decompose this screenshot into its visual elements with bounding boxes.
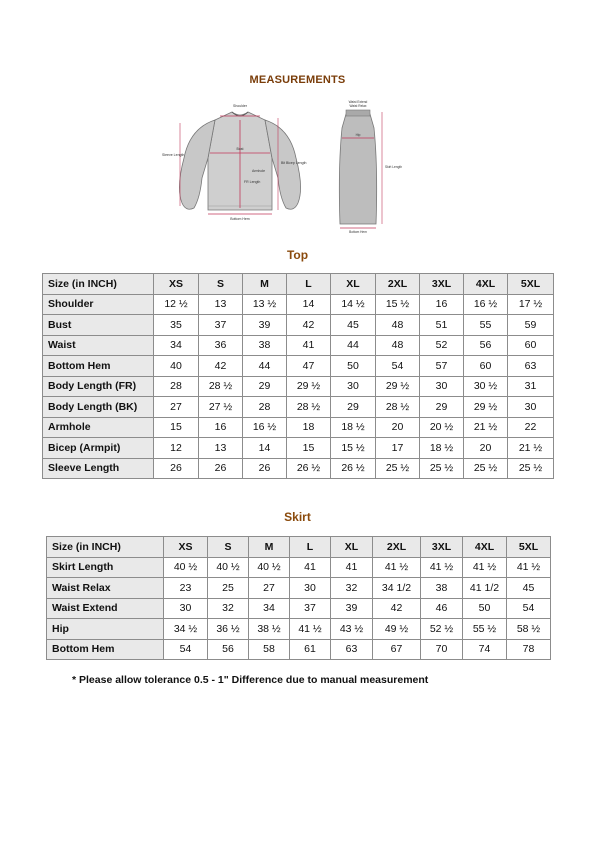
measurement-cell: 21 ½ (508, 438, 554, 459)
top-section-title: Top (286, 248, 309, 262)
measurement-cell: 16 ½ (464, 294, 508, 315)
row-label: Skirt Length (47, 557, 164, 578)
skirt-illustration (339, 100, 402, 234)
table-row (43, 417, 554, 438)
row-label: Shoulder (43, 294, 154, 315)
measurement-cell: 13 (199, 294, 243, 315)
size-header-cell: 3XL (420, 274, 464, 295)
row-label: Waist Extend (47, 598, 164, 619)
measurement-cell: 14 ½ (331, 294, 376, 315)
measurement-cell: 21 ½ (464, 417, 508, 438)
size-header-cell: XL (331, 537, 373, 558)
size-header-cell: 5XL (507, 537, 551, 558)
measurement-cell: 20 (376, 417, 420, 438)
measurement-cell: 48 (376, 335, 420, 356)
row-label: Bottom Hem (43, 356, 154, 377)
measurement-cell: 59 (508, 315, 554, 336)
table-row (43, 376, 554, 397)
measurement-cell: 36 (199, 335, 243, 356)
svg-text:Sleeve Length: Sleeve Length (162, 153, 185, 157)
measurement-cell: 49 ½ (373, 619, 421, 640)
measurement-cell: 26 (154, 458, 199, 479)
svg-text:Waist Relax: Waist Relax (349, 104, 367, 108)
size-header-cell: XS (154, 274, 199, 295)
measurement-cell: 60 (464, 356, 508, 377)
size-header-cell: XS (164, 537, 208, 558)
measurement-cell: 28 (243, 397, 287, 418)
svg-text:Shoulder: Shoulder (232, 104, 248, 108)
measurement-cell: 27 (154, 397, 199, 418)
size-header-cell: 4XL (463, 537, 507, 558)
measurement-cell: 34 (249, 598, 290, 619)
measurement-cell: 52 (420, 335, 464, 356)
table-row (43, 438, 554, 459)
measurement-cell: 37 (290, 598, 331, 619)
measurement-cell: 20 ½ (420, 417, 464, 438)
measurement-cell: 45 (331, 315, 376, 336)
svg-text:Skirt Length: Skirt Length (385, 165, 403, 169)
top-size-table (42, 273, 554, 479)
measurement-cell: 29 ½ (464, 397, 508, 418)
row-label: Waist Relax (47, 578, 164, 599)
measurement-cell: 42 (287, 315, 331, 336)
measurement-cell: 78 (507, 639, 551, 660)
measurement-cell: 26 (243, 458, 287, 479)
measurement-cell: 29 (420, 397, 464, 418)
measurement-cell: 55 (464, 315, 508, 336)
measurement-cell: 40 ½ (164, 557, 208, 578)
measurement-cell: 36 ½ (208, 619, 249, 640)
measurement-cell: 40 ½ (249, 557, 290, 578)
measurement-cell: 44 (331, 335, 376, 356)
measurement-cell: 44 (243, 356, 287, 377)
measurement-cell: 54 (164, 639, 208, 660)
size-header-cell: 3XL (421, 537, 463, 558)
measurement-cell: 26 ½ (331, 458, 376, 479)
size-header-cell: 2XL (373, 537, 421, 558)
measurement-cell: 56 (208, 639, 249, 660)
table-row (47, 598, 551, 619)
measurement-cell: 32 (331, 578, 373, 599)
svg-text:Hip: Hip (355, 133, 361, 137)
measurement-cell: 58 (249, 639, 290, 660)
svg-text:Bust: Bust (236, 147, 244, 151)
measurement-cell: 25 ½ (376, 458, 420, 479)
svg-text:Bottom Hem: Bottom Hem (349, 230, 367, 234)
measurement-cell: 45 (507, 578, 551, 599)
measurement-cell: 46 (421, 598, 463, 619)
measurement-cell: 74 (463, 639, 507, 660)
size-header-cell: 5XL (508, 274, 554, 295)
measurement-cell: 40 ½ (208, 557, 249, 578)
measurement-cell: 12 ½ (154, 294, 199, 315)
skirt-size-table (46, 536, 551, 660)
measurement-cell: 30 ½ (464, 376, 508, 397)
table-row (47, 639, 551, 660)
measurement-cell: 22 (508, 417, 554, 438)
measurement-cell: 38 ½ (249, 619, 290, 640)
measurement-cell: 29 ½ (376, 376, 420, 397)
measurement-cell: 47 (287, 356, 331, 377)
measurement-cell: 27 ½ (199, 397, 243, 418)
tolerance-note: * Please allow tolerance 0.5 - 1" Difference due to manual measurement (72, 674, 429, 686)
table-row (47, 578, 551, 599)
size-header-cell: L (287, 274, 331, 295)
measurement-cell: 17 (376, 438, 420, 459)
svg-text:Waist Extend: Waist Extend (348, 100, 368, 104)
measurement-cell: 54 (376, 356, 420, 377)
table-row (43, 458, 554, 479)
measurement-cell: 51 (420, 315, 464, 336)
measurement-cell: 30 (164, 598, 208, 619)
measurement-cell: 30 (508, 397, 554, 418)
measurement-cell: 14 (287, 294, 331, 315)
measurement-cell: 41 1/2 (463, 578, 507, 599)
measurement-cell: 28 ½ (376, 397, 420, 418)
measurement-cell: 17 ½ (508, 294, 554, 315)
measurement-cell: 41 (287, 335, 331, 356)
measurement-cell: 40 (154, 356, 199, 377)
measurement-cell: 60 (508, 335, 554, 356)
measurement-cell: 37 (199, 315, 243, 336)
table-row (43, 294, 554, 315)
row-label: Bicep (Armpit) (43, 438, 154, 459)
measurement-cell: 41 ½ (373, 557, 421, 578)
measurement-cell: 28 ½ (287, 397, 331, 418)
measurement-cell: 16 ½ (243, 417, 287, 438)
row-label: Bottom Hem (47, 639, 164, 660)
measurement-cell: 35 (154, 315, 199, 336)
row-label: Armhole (43, 417, 154, 438)
measurement-cell: 13 (199, 438, 243, 459)
measurement-cell: 15 (154, 417, 199, 438)
measurement-cell: 63 (508, 356, 554, 377)
measurement-cell: 25 ½ (420, 458, 464, 479)
row-label: Sleeve Length (43, 458, 154, 479)
measurement-cell: 39 (331, 598, 373, 619)
measurement-cell: 42 (373, 598, 421, 619)
measurement-cell: 31 (508, 376, 554, 397)
measurement-cell: 41 ½ (421, 557, 463, 578)
row-label: Hip (47, 619, 164, 640)
measurement-cell: 41 ½ (463, 557, 507, 578)
measurement-cell: 15 ½ (376, 294, 420, 315)
measurement-cell: 29 ½ (287, 376, 331, 397)
garment-diagram (160, 98, 420, 238)
measurement-cell: 13 ½ (243, 294, 287, 315)
table-row (47, 619, 551, 640)
measurement-cell: 32 (208, 598, 249, 619)
table-row (43, 335, 554, 356)
measurement-cell: 61 (290, 639, 331, 660)
table-row (43, 356, 554, 377)
skirt-section-title: Skirt (284, 510, 311, 524)
measurement-cell: 34 1/2 (373, 578, 421, 599)
size-header-cell: S (199, 274, 243, 295)
measurement-cell: 30 (420, 376, 464, 397)
measurement-cell: 50 (463, 598, 507, 619)
measurement-cell: 25 ½ (464, 458, 508, 479)
measurement-cell: 55 ½ (463, 619, 507, 640)
size-header-cell: M (249, 537, 290, 558)
size-unit-header: Size (in INCH) (43, 274, 154, 295)
measurement-cell: 15 ½ (331, 438, 376, 459)
measurement-cell: 29 (243, 376, 287, 397)
measurement-cell: 18 ½ (331, 417, 376, 438)
row-label: Bust (43, 315, 154, 336)
size-header-cell: S (208, 537, 249, 558)
measurement-cell: 15 (287, 438, 331, 459)
measurement-cell: 34 ½ (164, 619, 208, 640)
measurement-cell: 28 (154, 376, 199, 397)
measurement-cell: 16 (199, 417, 243, 438)
size-header-cell: 2XL (376, 274, 420, 295)
measurement-cell: 58 ½ (507, 619, 551, 640)
measurement-cell: 38 (421, 578, 463, 599)
measurement-cell: 54 (507, 598, 551, 619)
measurement-cell: 42 (199, 356, 243, 377)
measurement-cell: 14 (243, 438, 287, 459)
row-label: Waist (43, 335, 154, 356)
measurement-cell: 27 (249, 578, 290, 599)
svg-text:FR Length: FR Length (244, 180, 261, 184)
size-header-cell: M (243, 274, 287, 295)
measurement-cell: 25 (208, 578, 249, 599)
measurement-cell: 34 (154, 335, 199, 356)
measurement-cell: 18 ½ (420, 438, 464, 459)
svg-text:Bottom Hem: Bottom Hem (230, 217, 250, 221)
measurement-cell: 50 (331, 356, 376, 377)
measurement-cell: 26 ½ (287, 458, 331, 479)
measurement-cell: 16 (420, 294, 464, 315)
top-header-row (43, 274, 554, 295)
measurement-cell: 30 (290, 578, 331, 599)
measurement-cell: 63 (331, 639, 373, 660)
measurement-cell: 26 (199, 458, 243, 479)
svg-text:Bit Bicep Length: Bit Bicep Length (281, 161, 307, 165)
measurement-cell: 56 (464, 335, 508, 356)
measurement-cell: 28 ½ (199, 376, 243, 397)
table-row (47, 557, 551, 578)
measurement-cell: 52 ½ (421, 619, 463, 640)
size-unit-header: Size (in INCH) (47, 537, 164, 558)
size-header-cell: 4XL (464, 274, 508, 295)
measurement-cell: 41 ½ (507, 557, 551, 578)
size-header-cell: XL (331, 274, 376, 295)
measurement-cell: 38 (243, 335, 287, 356)
measurement-cell: 20 (464, 438, 508, 459)
measurement-cell: 48 (376, 315, 420, 336)
measurement-cell: 41 (290, 557, 331, 578)
table-row (43, 397, 554, 418)
page-title: MEASUREMENTS (249, 74, 346, 86)
measurement-cell: 18 (287, 417, 331, 438)
measurement-cell: 41 (331, 557, 373, 578)
measurement-cell: 41 ½ (290, 619, 331, 640)
measurement-cell: 39 (243, 315, 287, 336)
measurement-cell: 57 (420, 356, 464, 377)
table-row (43, 315, 554, 336)
row-label: Body Length (BK) (43, 397, 154, 418)
measurement-cell: 23 (164, 578, 208, 599)
measurement-cell: 70 (421, 639, 463, 660)
measurement-cell: 12 (154, 438, 199, 459)
measurement-cell: 67 (373, 639, 421, 660)
size-header-cell: L (290, 537, 331, 558)
measurement-cell: 43 ½ (331, 619, 373, 640)
measurement-cell: 25 ½ (508, 458, 554, 479)
row-label: Body Length (FR) (43, 376, 154, 397)
measurement-cell: 29 (331, 397, 376, 418)
skirt-header-row (47, 537, 551, 558)
measurement-cell: 30 (331, 376, 376, 397)
svg-text:Armhole: Armhole (252, 169, 266, 173)
top-illustration (162, 104, 307, 221)
